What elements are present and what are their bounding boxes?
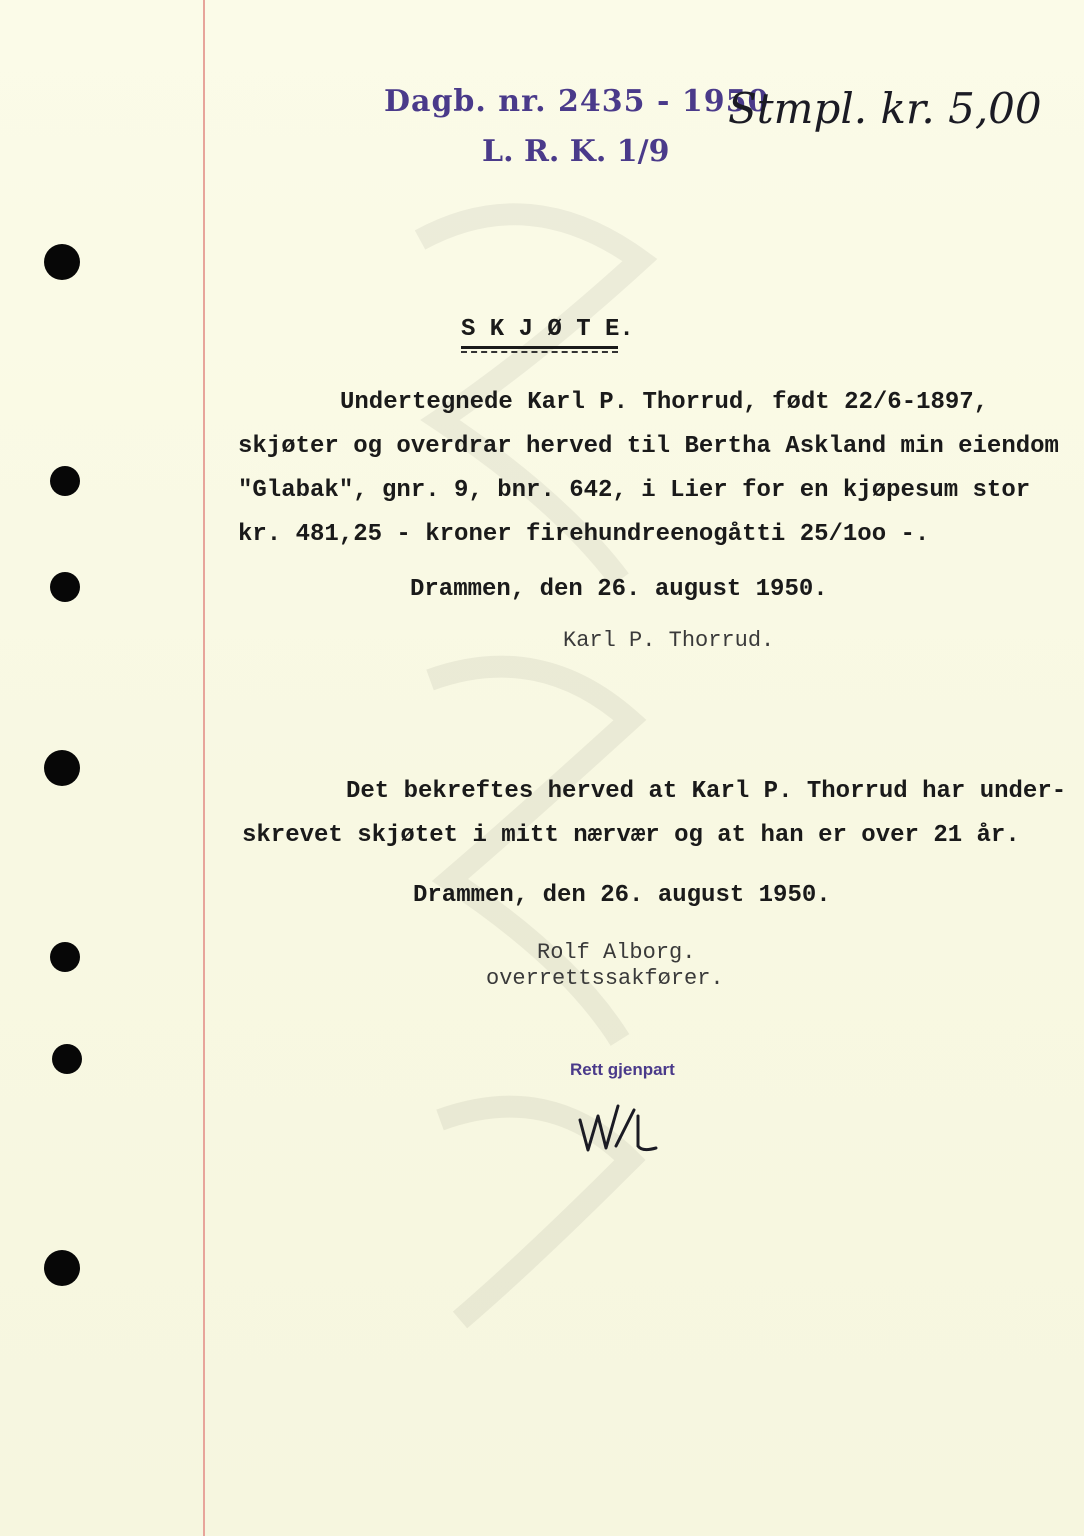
punch-hole bbox=[50, 572, 80, 602]
attestation-line-2: skrevet skjøtet i mitt nærvær og at han er over 21 år. bbox=[242, 822, 1020, 849]
witness-name: Rolf Alborg. bbox=[537, 940, 696, 965]
punch-hole bbox=[44, 1250, 80, 1286]
journal-number-stamp: Dagb. nr. 2435 - 1950 bbox=[384, 84, 770, 119]
punch-hole bbox=[50, 466, 80, 496]
handwritten-initials bbox=[572, 1098, 672, 1158]
copy-stamp: Rett gjenpart bbox=[570, 1060, 675, 1079]
title-underline bbox=[461, 346, 618, 349]
punch-hole bbox=[50, 942, 80, 972]
punch-hole bbox=[44, 750, 80, 786]
initials-stamp: L. R. K. 1/9 bbox=[482, 134, 670, 169]
place-date-2: Drammen, den 26. august 1950. bbox=[413, 882, 831, 909]
attestation-line-1: Det bekreftes herved at Karl P. Thorrud har under- bbox=[346, 778, 1067, 805]
stamp-fee-handwritten: Stmpl. kr. 5,00 bbox=[728, 84, 1042, 133]
punch-hole bbox=[52, 1044, 82, 1074]
witness-title: overrettssakfører. bbox=[486, 966, 724, 991]
deed-line-4: kr. 481,25 - kroner firehundreenogåtti 25/1oo -. bbox=[238, 521, 930, 548]
margin-line bbox=[203, 0, 205, 1536]
title-underline-dashed bbox=[461, 351, 618, 353]
place-date-1: Drammen, den 26. august 1950. bbox=[410, 576, 828, 603]
document-title: S K J Ø T E. bbox=[461, 316, 634, 343]
deed-line-1: Undertegnede Karl P. Thorrud, født 22/6-1897, bbox=[340, 389, 989, 416]
deed-line-2: skjøter og overdrar herved til Bertha Askland min eiendom bbox=[238, 433, 1059, 460]
bleed-through-watermark bbox=[380, 120, 680, 1420]
seller-signature: Karl P. Thorrud. bbox=[563, 628, 775, 653]
punch-hole bbox=[44, 244, 80, 280]
deed-line-3: "Glabak", gnr. 9, bnr. 642, i Lier for en kjøpesum stor bbox=[238, 477, 1031, 504]
